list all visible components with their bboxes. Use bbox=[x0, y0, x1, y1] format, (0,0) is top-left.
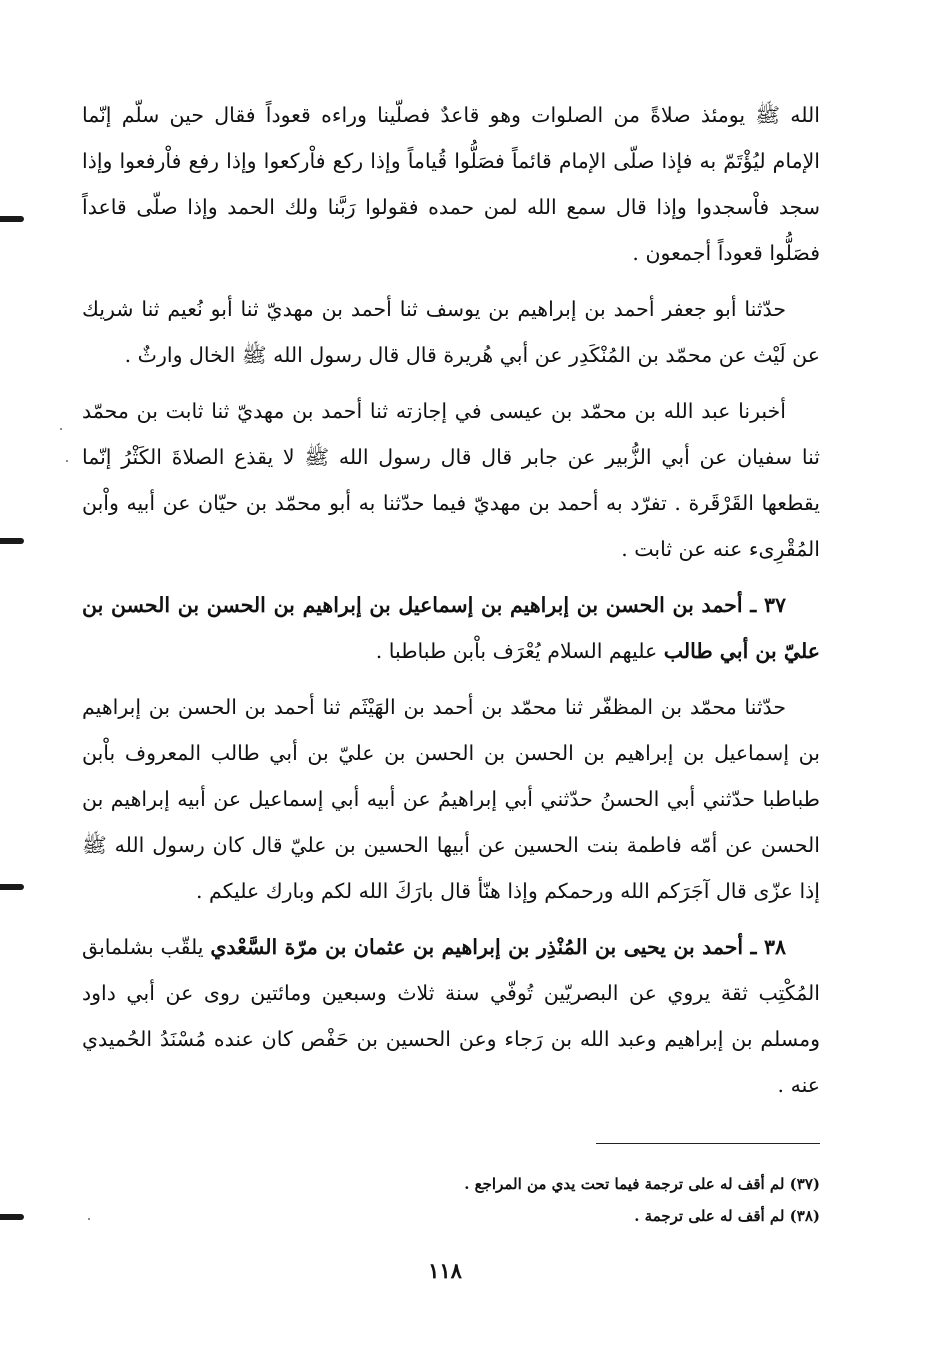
paragraph: الله ﷺ يومئذ صلاةً من الصلوات وهو قاعدٌ فصلّينا وراءه قعوداً فقال حين سلّم إنّما الإمام ليُؤْتَمّ به فإذا صلّى الإمام قائماً فصَلُّوا قُياماً وإذا ركع فاْركعوا وإذا رفع فاْرفعوا وإذا سجد فاْسجدوا وإذا قال سمع الله لمن حمده فقولوا رَبَّنا ولك الحمد وإذا صلّى قاعداً فصَلُّوا قعوداً أجمعون . bbox=[82, 103, 820, 265]
scan-speck bbox=[60, 428, 62, 430]
entry-38-heading: ٣٨ ـ أحمد بن يحيى بن المُنْذِر بن إبراهيم بن عثمان بن مرّة السَّعْدي bbox=[210, 935, 786, 959]
page-number: ١١٨ bbox=[428, 1258, 462, 1283]
scan-speck bbox=[66, 460, 68, 462]
footnotes bbox=[300, 1168, 820, 1232]
entry-37-body: حدّثنا محمّد بن المظفّر ثنا محمّد بن أحمد بن الهَيْثَم ثنا أحمد بن الحسن بن إبراهيم بن إسماعيل بن إبراهيم بن الحسن بن الحسن بن عليّ بن أبي طالب المعروف باْبن طباطبا حدّثني أبي الحسنُ حدّثني أبي إبراهيمُ عن أبيه أبي إسماعيل عن أبيه إبراهيم بن الحسن عن أمّه فاطمة بنت الحسين عن أبيها الحسين بن عليّ قال كان رسول الله ﷺ إذا عزّى قال آجَرَكم الله ورحمكم وإذا هنّأ قال بارَكَ الله لكم وبارك عليكم . bbox=[82, 695, 820, 903]
entry-37-heading-tail: عليهم السلام يُعْرَف باْبن طباطبا . bbox=[375, 639, 664, 663]
entry-37 bbox=[82, 582, 820, 674]
paragraph: أخبرنا عبد الله بن محمّد بن عيسى في إجازته ثنا أحمد بن مهديّ ثنا ثابت بن محمّد ثنا سفيان عن أبي الزُّبير عن جابر قال قال رسول الله ﷺ لا يقذع الصلاةَ الكَثْرُ إنّما يقطعها القَرْقَرة . تفرّد به أحمد بن مهديّ فيما حدّثنا به أبو محمّد بن حيّان عن أبيه واْبن المُقْرِىء عنه عن ثابت . bbox=[82, 399, 820, 561]
footnote-38: (٣٨) لم أقف له على ترجمة . bbox=[634, 1207, 820, 1225]
scan-speck bbox=[88, 1218, 90, 1220]
entry-38-body: يلقّب بشلمابق المُكْتِب ثقة يروي عن البصريّين تُوفّي سنة ثلاث وسبعين ومائتين روى عن أبي داود ومسلم بن إبراهيم وعبد الله بن رَجاء وعن الحسين بن حَفْص كان عنده مُسْنَدُ الحُميدي عنه . bbox=[82, 935, 820, 1097]
footnote-divider bbox=[596, 1143, 820, 1144]
scan-edge-mark bbox=[0, 538, 24, 544]
paragraph: حدّثنا أبو جعفر أحمد بن إبراهيم بن يوسف ثنا أحمد بن مهديّ ثنا أبو نُعيم ثنا شريك عن لَيْث عن محمّد بن المُنْكَدِر عن أبي هُريرة قال قال رسول الله ﷺ الخال وارثٌ . bbox=[82, 297, 820, 367]
main-text bbox=[82, 92, 820, 1118]
entry-37-heading: ٣٧ ـ أحمد بن الحسن بن إبراهيم بن إسماعيل بن إبراهيم بن الحسن بن الحسن بن عليّ بن أبي طالب bbox=[82, 593, 820, 663]
scan-edge-mark bbox=[0, 884, 24, 890]
footnote-37: (٣٧) لم أقف له على ترجمة فيما تحت يدي من المراجع . bbox=[464, 1175, 820, 1193]
entry-38 bbox=[82, 924, 820, 1108]
scan-edge-mark bbox=[0, 1214, 24, 1220]
scan-edge-mark bbox=[0, 216, 24, 222]
